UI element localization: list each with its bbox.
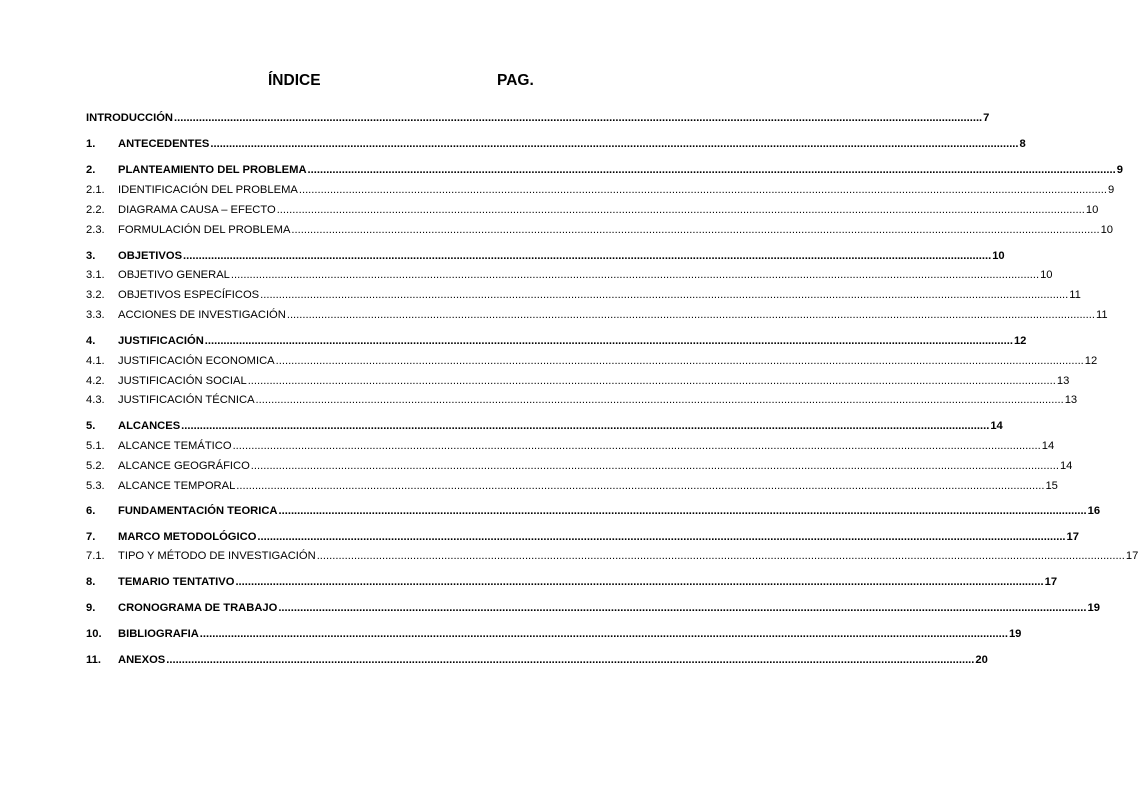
toc-entry-page: 19 bbox=[1008, 628, 1022, 640]
dot-leader: .................................................................................................................................................................................................................................................................... bbox=[235, 576, 1044, 588]
toc-entry-page: 14 bbox=[990, 420, 1003, 432]
toc-entry-number: 6. bbox=[86, 505, 96, 517]
toc-entry-title: TIPO Y MÉTODO DE INVESTIGACIÓN bbox=[118, 550, 316, 562]
dot-leader: .................................................................................................................................................................................................................................................................... bbox=[210, 138, 1019, 150]
toc-entry-page: 20 bbox=[975, 654, 988, 666]
toc-entry-title: MARCO METODOLÓGICO bbox=[118, 531, 257, 543]
toc-entry-number: 1. bbox=[86, 138, 96, 150]
toc-entry-page: 10 bbox=[1085, 204, 1099, 216]
toc-entry-page: 10 bbox=[1100, 224, 1114, 236]
toc-entry[interactable] bbox=[86, 374, 1070, 388]
toc-entry-number: 3.3. bbox=[86, 309, 105, 321]
toc-entry-title: PLANTEAMIENTO DEL PROBLEMA bbox=[118, 164, 307, 176]
toc-entry-number: 11. bbox=[86, 654, 101, 666]
toc-entry-title: OBJETIVOS ESPECÍFICOS bbox=[118, 289, 260, 301]
page-column-label: PAG. bbox=[497, 72, 534, 89]
toc-entry[interactable] bbox=[86, 530, 1079, 544]
toc-entry-number: 2. bbox=[86, 164, 96, 176]
dot-leader: .................................................................................................................................................................................................................................................................... bbox=[236, 480, 1045, 492]
toc-entry-number: 5.2. bbox=[86, 460, 105, 472]
toc-entry-title: ANEXOS bbox=[118, 654, 166, 666]
toc-entry-title: ALCANCES bbox=[118, 420, 181, 432]
toc-entry-page: 17 bbox=[1125, 550, 1138, 562]
dot-leader: .................................................................................................................................................................................................................................................................... bbox=[307, 164, 1116, 176]
toc-entry-number: 2.1. bbox=[86, 184, 105, 196]
toc-entry-page: 16 bbox=[1087, 505, 1101, 517]
toc-entry-number: 3.2. bbox=[86, 289, 105, 301]
dot-leader: .................................................................................................................................................................................................................................................................... bbox=[255, 394, 1064, 406]
toc-entry[interactable] bbox=[86, 308, 1108, 322]
toc-entry-title: BIBLIOGRAFIA bbox=[118, 628, 199, 640]
toc-entry-page: 8 bbox=[1019, 138, 1026, 150]
toc-entry-number: 5.1. bbox=[86, 440, 105, 452]
dot-leader: .................................................................................................................................................................................................................................................................... bbox=[316, 550, 1125, 562]
toc-entry-page: 12 bbox=[1084, 355, 1098, 367]
toc-entry[interactable] bbox=[86, 249, 1005, 263]
dot-leader: .................................................................................................................................................................................................................................................................... bbox=[166, 654, 975, 666]
toc-entry-title: ALCANCE TEMPORAL bbox=[118, 480, 236, 492]
toc-entry-title: TEMARIO TENTATIVO bbox=[118, 576, 235, 588]
dot-leader: .................................................................................................................................................................................................................................................................... bbox=[181, 420, 990, 432]
toc-entry[interactable] bbox=[86, 163, 1123, 177]
toc-entry[interactable] bbox=[86, 111, 990, 125]
toc-entry[interactable] bbox=[86, 627, 1022, 641]
toc-entry-page: 14 bbox=[1059, 460, 1073, 472]
toc-entry-title: DIAGRAMA CAUSA – EFECTO bbox=[118, 204, 276, 216]
dot-leader: .................................................................................................................................................................................................................................................................... bbox=[298, 184, 1108, 196]
dot-leader: .................................................................................................................................................................................................................................................................... bbox=[230, 269, 1040, 281]
toc-entry[interactable] bbox=[86, 653, 988, 667]
toc-entry-page: 15 bbox=[1045, 480, 1058, 492]
toc-entry-number: 2.3. bbox=[86, 224, 105, 236]
toc-entry[interactable] bbox=[86, 288, 1081, 302]
toc-entry-title: FORMULACIÓN DEL PROBLEMA bbox=[118, 224, 291, 236]
toc-entry-number: 3. bbox=[86, 250, 96, 262]
toc-entry-number: 7. bbox=[86, 531, 96, 543]
toc-entry[interactable] bbox=[86, 504, 1101, 518]
toc-entry[interactable] bbox=[86, 203, 1099, 217]
toc-entry-page: 19 bbox=[1087, 602, 1100, 614]
toc-entry[interactable] bbox=[86, 575, 1058, 589]
dot-leader: .................................................................................................................................................................................................................................................................... bbox=[275, 355, 1084, 367]
toc-entry-page: 13 bbox=[1056, 375, 1070, 387]
toc-entry-page: 12 bbox=[1013, 335, 1027, 347]
index-title: ÍNDICE bbox=[268, 72, 321, 89]
toc-entry-page: 9 bbox=[1108, 184, 1115, 196]
toc-entry-title: OBJETIVOS bbox=[118, 250, 183, 262]
dot-leader: .................................................................................................................................................................................................................................................................... bbox=[291, 224, 1100, 236]
dot-leader: .................................................................................................................................................................................................................................................................... bbox=[257, 531, 1066, 543]
toc-entry-title: JUSTIFICACIÓN TÉCNICA bbox=[118, 394, 255, 406]
toc-entry-title: ACCIONES DE INVESTIGACIÓN bbox=[118, 309, 286, 321]
toc-entry-page: 14 bbox=[1041, 440, 1055, 452]
toc-entry-number: 5.3. bbox=[86, 480, 105, 492]
toc-entry-page: 11 bbox=[1069, 289, 1081, 301]
toc-entry-number: 4.3. bbox=[86, 394, 105, 406]
toc-entry-number: 5. bbox=[86, 420, 96, 432]
toc-entry-title: FUNDAMENTACIÓN TEORICA bbox=[118, 505, 278, 517]
toc-entry-page: 17 bbox=[1066, 531, 1079, 543]
toc-entry[interactable] bbox=[86, 354, 1098, 368]
toc-entry-title: ALCANCE TEMÁTICO bbox=[118, 440, 232, 452]
toc-entry[interactable] bbox=[86, 393, 1078, 407]
toc-entry-title: CRONOGRAMA DE TRABAJO bbox=[118, 602, 278, 614]
toc-entry-number: 7.1. bbox=[86, 550, 105, 562]
toc-entry[interactable] bbox=[86, 268, 1053, 282]
toc-entry-page: 11 bbox=[1096, 309, 1108, 321]
dot-leader: .................................................................................................................................................................................................................................................................... bbox=[204, 335, 1013, 347]
toc-entry-title: INTRODUCCIÓN bbox=[86, 112, 174, 124]
toc-entry-page: 13 bbox=[1064, 394, 1078, 406]
toc-entry-title: ALCANCE GEOGRÁFICO bbox=[118, 460, 250, 472]
dot-leader: .................................................................................................................................................................................................................................................................... bbox=[183, 250, 992, 262]
dot-leader: .................................................................................................................................................................................................................................................................... bbox=[276, 204, 1085, 216]
toc-entry-title: ANTECEDENTES bbox=[118, 138, 210, 150]
dot-leader: .................................................................................................................................................................................................................................................................... bbox=[286, 309, 1095, 321]
toc-entry-page: 10 bbox=[1040, 269, 1053, 281]
toc-entry[interactable] bbox=[86, 223, 1114, 237]
toc-entry-number: 4.2. bbox=[86, 375, 105, 387]
toc-entry-page: 7 bbox=[983, 112, 990, 124]
toc-entry-number: 2.2. bbox=[86, 204, 105, 216]
toc-entry[interactable] bbox=[86, 601, 1100, 615]
dot-leader: .................................................................................................................................................................................................................................................................... bbox=[278, 505, 1087, 517]
toc-entry-page: 17 bbox=[1044, 576, 1058, 588]
dot-leader: .................................................................................................................................................................................................................................................................... bbox=[260, 289, 1069, 301]
dot-leader: .................................................................................................................................................................................................................................................................... bbox=[247, 375, 1056, 387]
toc-entry[interactable] bbox=[86, 334, 1027, 348]
toc-entry-page: 10 bbox=[992, 250, 1005, 262]
dot-leader: .................................................................................................................................................................................................................................................................... bbox=[250, 460, 1059, 472]
toc-entry[interactable] bbox=[86, 439, 1055, 453]
toc-entry-number: 10. bbox=[86, 628, 102, 640]
toc-entry-number: 4.1. bbox=[86, 355, 105, 367]
toc-entry-title: JUSTIFICACIÓN ECONOMICA bbox=[118, 355, 275, 367]
toc-entry[interactable] bbox=[86, 183, 1115, 197]
dot-leader: .................................................................................................................................................................................................................................................................... bbox=[232, 440, 1041, 452]
toc-entry[interactable] bbox=[86, 137, 1026, 151]
toc-entry-number: 9. bbox=[86, 602, 96, 614]
toc-entry-page: 9 bbox=[1116, 164, 1123, 176]
toc-entry-title: JUSTIFICACIÓN SOCIAL bbox=[118, 375, 247, 387]
toc-entry-title: OBJETIVO GENERAL bbox=[118, 269, 230, 281]
toc-entry[interactable] bbox=[86, 459, 1073, 473]
toc-entry-title: IDENTIFICACIÓN DEL PROBLEMA bbox=[118, 184, 298, 196]
dot-leader: .................................................................................................................................................................................................................................................................... bbox=[278, 602, 1087, 614]
dot-leader: .................................................................................................................................................................................................................................................................... bbox=[199, 628, 1008, 640]
toc-entry-title: JUSTIFICACIÓN bbox=[118, 335, 204, 347]
toc-entry[interactable] bbox=[86, 419, 1003, 433]
toc-entry[interactable] bbox=[86, 479, 1058, 493]
dot-leader: .................................................................................................................................................................................................................................................................... bbox=[174, 112, 983, 124]
toc-entry-number: 4. bbox=[86, 335, 96, 347]
toc-entry-number: 3.1. bbox=[86, 269, 105, 281]
toc-entry[interactable] bbox=[86, 549, 1138, 563]
toc-entry-number: 8. bbox=[86, 576, 96, 588]
